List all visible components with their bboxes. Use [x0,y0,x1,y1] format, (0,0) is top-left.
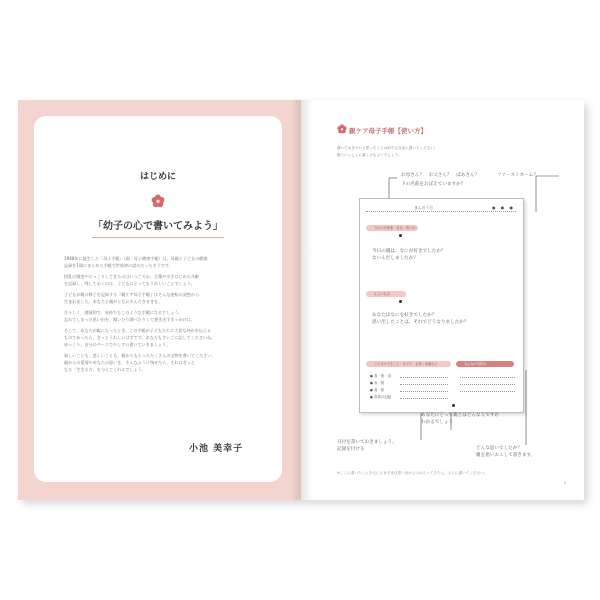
question-text: 思い出したことは、それでどうなりましたか？ [372,320,469,325]
subtitle: 「幼子の心で書いてみよう」 [93,221,223,232]
intro-card [34,116,282,482]
body-line: 子どもが親の様子を記録する『親ケア母子手帳』はそんな逆転の発想から [64,292,200,297]
check-row: ● 食・飲 [370,388,385,392]
intro-line: 親といっしょに書くのもよいでしょう。 [337,153,402,157]
body-line: なる「生きる力」を与えてくれるでしょう。 [64,367,146,372]
intro-line: 書いておきたいと思ったことは何でも自由に書いてください。 [337,146,438,150]
left-page [18,100,301,500]
annotation-label: お母さん？ お父さん？ ばあさん？ [401,173,480,178]
annotation-label: どんな思いでしたか？ [476,446,522,451]
question-text: 今日の親は、なにが好きでしたか？ [372,249,446,254]
body-line: 忘れてしまった思い出を、聞いたり調べたりして書き出すきっかけに。 [64,317,195,322]
marker-dot [399,234,402,237]
write-line [460,391,515,392]
body-line: ものであったら、きっとうれしいはずです。あなたもさいごに記してくださいね。 [64,335,216,340]
write-line [400,377,448,378]
category-pill: この日のできごと・友だち・近所・体調など [366,361,451,367]
body-line: 授乳の頻度やにっこりしてきたのはいつごろか、言葉や歩きはじめた月齢 [64,274,200,279]
annotation-label: 下の名前をおぼえていますか？ [401,182,466,187]
check-row: ● 食・飲・食 [370,374,391,378]
category-pill: 今日の出来事・変化・思い出 [366,225,418,231]
check-row: ● 食事の記録 [370,395,391,399]
body-line: 記録を1冊にまとめた手帳で世界初の試みだったそうです。 [64,263,173,268]
footnote: ※ここに書いたことを元にさまざまな思い出がよみがえってきたら、さらに書いてください。 [337,471,488,475]
annotation-label: 日付を書いておきましょう。 [337,440,397,445]
annotation-label: 親を思いおこして書きます。 [476,453,536,458]
page-title: はじめに [139,172,176,182]
left-gutter-shade [291,100,301,500]
body-line: を記録し、残しておくのは、子どもにとってもうれしいことでしょう。 [64,281,195,286]
marker-dot [452,404,455,407]
annotation-label: ファーストネーム？ [497,173,538,178]
write-line [460,377,515,378]
write-line [460,384,515,385]
marker-dot [399,300,402,303]
annotation-label: わかるでしょう [421,420,454,425]
write-line [400,398,448,399]
right-page [301,100,584,500]
annotation-label: 記録を付ける [337,447,365,452]
body-line: 生々しく、感情的で、気持ちもこのような手帳になるでしょう。 [64,310,183,315]
subtitle-underline [92,237,224,238]
body-line: 楽しいことも、悲しいことも、親からもらったたくさんの宝物を書いてください。 [64,353,216,358]
body-line: 親からの愛情やあなたの思いを、そんなふうに残せたら、それはきっと [64,360,195,365]
section-heading: 親ケア母子手帳【使い方】 [349,127,427,135]
check-row: ● 食・飲 [370,381,385,385]
question-text: ないんだしましたか？ [372,256,418,261]
question-text: あなたはなにを好きでしたか？ [372,313,437,318]
body-line: そして、あなたが親になったとき、この手帳が子どもたちに大切な何かを伝える [64,328,212,333]
sample-journal-page [359,198,524,413]
journal-date-label: まんのう日 [414,205,433,210]
body-line: 1948年に誕生した「母子手帳」（現・母子健康手帳）は、母親と子どもの健康 [64,256,208,261]
body-line: 生まれました。あなたと親がともに歩んだきせきを。 [64,299,163,304]
write-line [400,391,448,392]
flower-icon [151,194,165,208]
author-signature: 小池 美幸子 [189,444,244,454]
journal-dots: ● ● ● [491,205,515,210]
write-line [400,384,448,385]
annotation-label: あなたにとって親とはどんな人ですか [421,413,500,418]
open-book [18,100,584,500]
category-pill: みんなの気持ち [456,361,514,367]
title-rule [366,211,516,212]
body-line: ゆっくり、自分のペースで少しずつ書いていきましょう。 [64,342,171,347]
category-pill: えらいなあ [366,291,406,297]
page-number: 2 [563,481,566,485]
